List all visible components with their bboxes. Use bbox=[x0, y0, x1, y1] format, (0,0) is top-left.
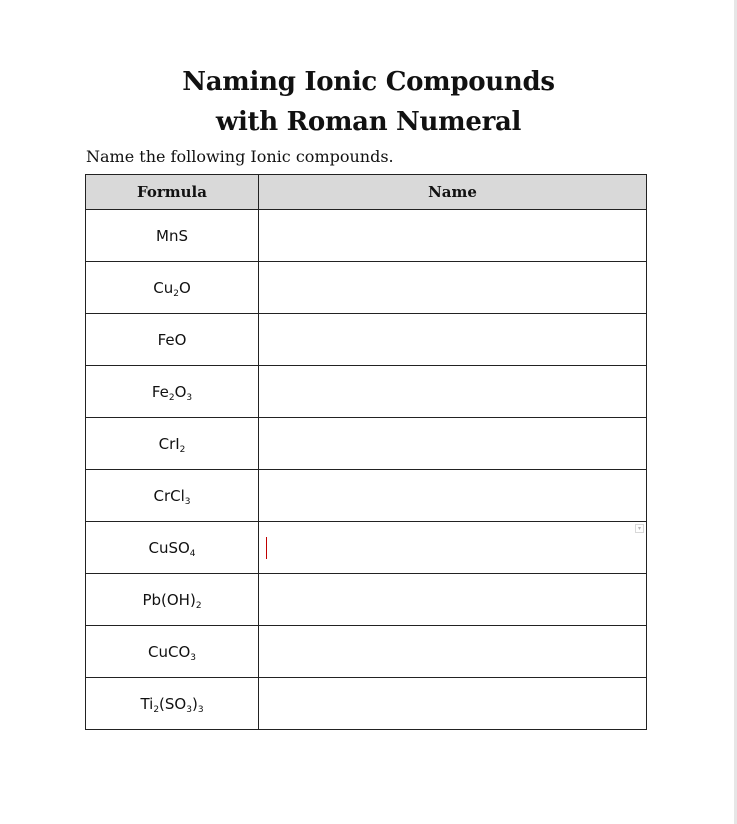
compound-table bbox=[85, 174, 647, 730]
formula-cell bbox=[86, 210, 259, 262]
formula-cell bbox=[86, 678, 259, 730]
formula-subscript: 2 bbox=[168, 392, 175, 403]
name-answer-cell[interactable] bbox=[259, 470, 647, 522]
formula-subscript: 3 bbox=[186, 392, 193, 403]
formula-text: Fe bbox=[151, 382, 169, 401]
formula-cell bbox=[86, 314, 259, 366]
formula-text: MnS bbox=[156, 226, 188, 245]
formula-text: CrCl bbox=[153, 486, 185, 505]
title-line-2: with Roman Numeral bbox=[215, 107, 522, 137]
formula-cell bbox=[86, 262, 259, 314]
text-cursor bbox=[266, 537, 267, 559]
formula-cell bbox=[86, 522, 259, 574]
name-answer-cell[interactable] bbox=[259, 262, 647, 314]
formula-cell bbox=[86, 626, 259, 678]
table-row bbox=[86, 418, 647, 470]
formula-text: Pb(OH) bbox=[142, 590, 196, 609]
formula-subscript: 3 bbox=[186, 704, 192, 715]
title-line-1: Naming Ionic Compounds bbox=[182, 67, 555, 97]
formula-text: FeO bbox=[157, 330, 187, 349]
formula-subscript: 3 bbox=[197, 704, 204, 715]
formula-text: CuSO bbox=[148, 538, 190, 557]
formula-subscript: 2 bbox=[179, 444, 186, 455]
name-answer-cell[interactable] bbox=[259, 574, 647, 626]
formula-cell bbox=[86, 470, 259, 522]
formula-text: ) bbox=[191, 694, 198, 713]
formula-text: CrI bbox=[158, 434, 180, 453]
name-answer-cell[interactable] bbox=[259, 314, 647, 366]
table-row bbox=[86, 470, 647, 522]
table-row bbox=[86, 314, 647, 366]
table-body bbox=[86, 210, 647, 730]
table-row bbox=[86, 366, 647, 418]
page-title bbox=[0, 62, 737, 142]
table-row bbox=[86, 678, 647, 730]
name-answer-cell[interactable] bbox=[259, 366, 647, 418]
table-row bbox=[86, 574, 647, 626]
instructions: Name the following Ionic compounds. bbox=[86, 147, 394, 166]
formula-text: O bbox=[174, 382, 187, 401]
name-answer-cell[interactable] bbox=[259, 210, 647, 262]
table-row bbox=[86, 262, 647, 314]
formula-subscript: 2 bbox=[153, 704, 160, 715]
formula-cell bbox=[86, 574, 259, 626]
formula-text: O bbox=[178, 278, 191, 297]
formula-cell bbox=[86, 366, 259, 418]
table-row bbox=[86, 522, 647, 574]
name-answer-cell[interactable] bbox=[259, 626, 647, 678]
formula-subscript: 3 bbox=[184, 496, 191, 507]
table-row bbox=[86, 210, 647, 262]
name-answer-cell[interactable] bbox=[259, 522, 647, 574]
formula-text: (SO bbox=[159, 694, 187, 713]
table-row bbox=[86, 626, 647, 678]
formula-text: Ti bbox=[140, 694, 154, 713]
formula-text: Cu bbox=[153, 278, 174, 297]
formula-column-header: Formula bbox=[86, 175, 259, 210]
name-column-header: Name bbox=[259, 175, 647, 210]
formula-subscript: 3 bbox=[190, 652, 196, 663]
name-answer-cell[interactable] bbox=[259, 418, 647, 470]
formula-subscript: 2 bbox=[173, 288, 179, 299]
formula-subscript: 4 bbox=[189, 548, 196, 559]
formula-subscript: 2 bbox=[195, 600, 202, 611]
table-header-row bbox=[86, 175, 647, 210]
chevron-down-icon[interactable]: ▾ bbox=[635, 524, 644, 533]
formula-text: CuCO bbox=[148, 642, 191, 661]
name-answer-cell[interactable] bbox=[259, 678, 647, 730]
formula-cell bbox=[86, 418, 259, 470]
